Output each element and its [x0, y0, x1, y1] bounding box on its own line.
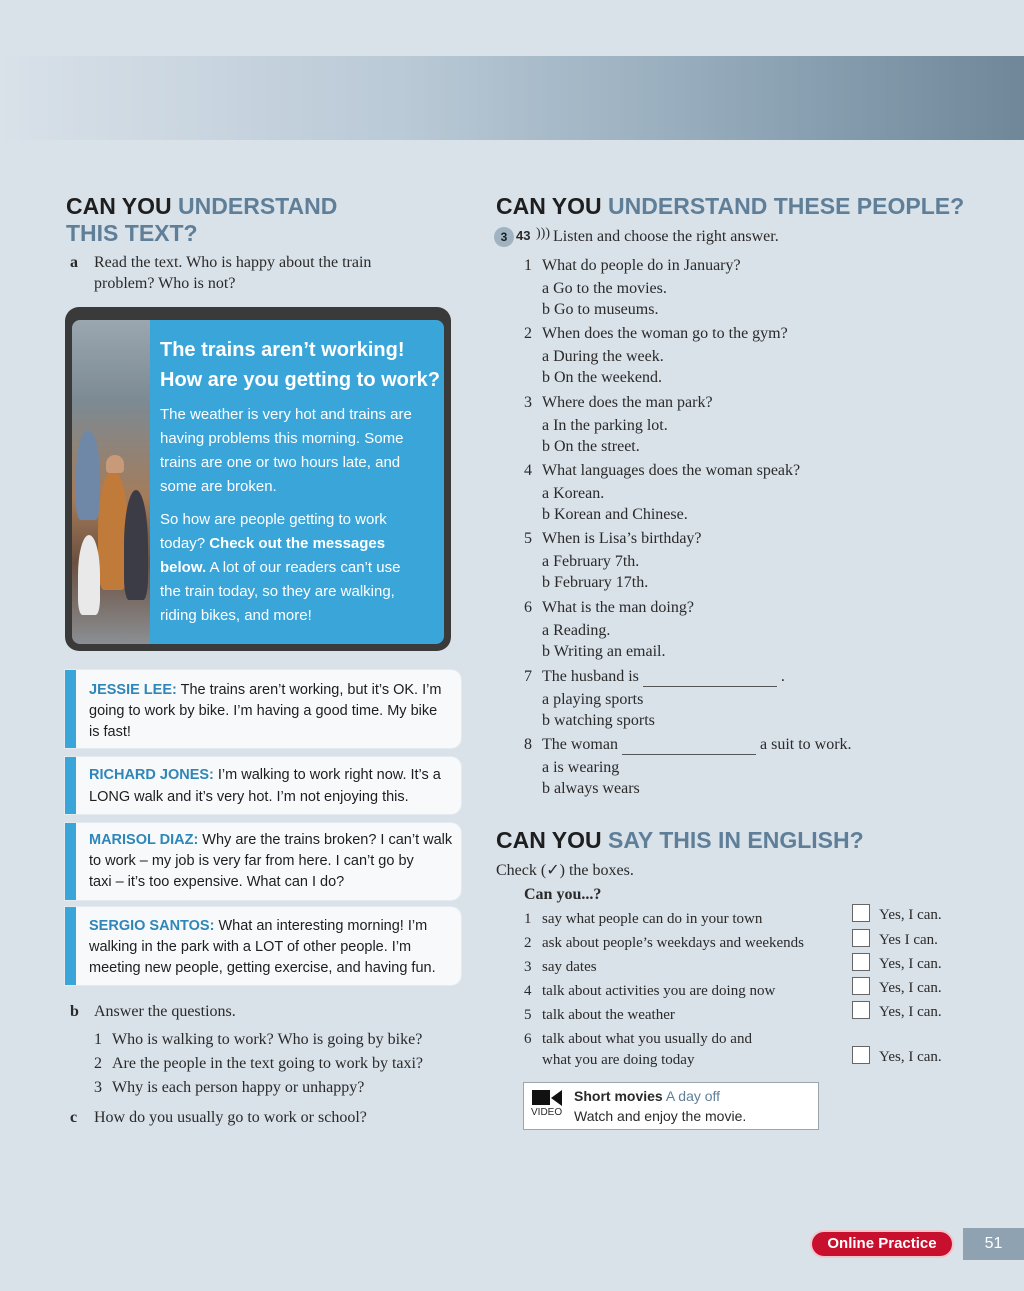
- task-b-q-num: 1: [94, 1031, 102, 1048]
- can-do-number: 5: [524, 1007, 532, 1023]
- question-text: The husband is .: [542, 668, 785, 685]
- answer-option-b[interactable]: b watching sports: [542, 712, 655, 729]
- question-text: Where does the man park?: [542, 394, 713, 411]
- video-camera-icon: [532, 1089, 562, 1107]
- page-number: 51: [963, 1228, 1024, 1260]
- check-instruction: Check (✓) the boxes.: [496, 862, 634, 879]
- video-label: VIDEO: [531, 1107, 563, 1118]
- task-b-q-num: 3: [94, 1079, 102, 1096]
- answer-option-a[interactable]: a February 7th.: [542, 553, 640, 570]
- can-do-text: say dates: [542, 959, 597, 975]
- can-you-label: Can you...?: [524, 886, 602, 903]
- question-number: 2: [524, 325, 532, 342]
- video-subtitle: A day off: [665, 1088, 721, 1104]
- can-do-answer: Yes I can.: [879, 932, 938, 948]
- task-a-line1: Read the text. Who is happy about the train: [94, 254, 372, 271]
- message-card: RICHARD JONES: I’m walking to work right now. It’s a LONG walk and it’s very hot. I’m not enjoying this.: [65, 757, 461, 814]
- can-do-text: ask about people’s weekdays and weekends: [542, 935, 805, 951]
- message-bar: [65, 670, 76, 748]
- message-bar: [65, 907, 76, 985]
- task-b-question: Are the people in the text going to work by taxi?: [112, 1055, 424, 1072]
- cd-badge: 3: [494, 227, 514, 247]
- message-bar: [65, 757, 76, 814]
- can-do-checkbox[interactable]: [852, 1001, 870, 1019]
- article-p2-line: the train today, so they are walking,: [160, 583, 395, 600]
- article-p2-line: today? Check out the messages: [160, 535, 386, 552]
- video-text: Watch and enjoy the movie.: [574, 1108, 747, 1124]
- can-do-number: 2: [524, 935, 532, 951]
- speaker-waves-icon: ))): [536, 226, 550, 241]
- question-text: What is the man doing?: [542, 599, 694, 616]
- can-do-answer: Yes, I can.: [879, 980, 942, 996]
- can-do-answer: Yes, I can.: [879, 956, 942, 972]
- can-do-text: talk about what you usually do and: [542, 1031, 752, 1047]
- answer-blank: [622, 738, 756, 755]
- can-do-text: what you are doing today: [542, 1052, 695, 1068]
- right-heading-1: CAN YOU UNDERSTAND THESE PEOPLE?: [496, 193, 965, 219]
- can-do-answer: Yes, I can.: [879, 1004, 942, 1020]
- article-title-2: How are you getting to work?: [160, 369, 441, 391]
- question-number: 4: [524, 462, 532, 479]
- track-number: 43: [516, 228, 531, 243]
- can-do-answer: Yes, I can.: [879, 1049, 942, 1065]
- answer-option-a[interactable]: a playing sports: [542, 691, 644, 708]
- street-photo: [72, 320, 150, 644]
- question-text: What languages does the woman speak?: [542, 462, 801, 479]
- question-text: When is Lisa’s birthday?: [542, 530, 702, 547]
- task-b-letter: b: [70, 1003, 79, 1020]
- answer-option-b[interactable]: b On the weekend.: [542, 369, 662, 386]
- can-do-checkbox[interactable]: [852, 1046, 870, 1064]
- article-p2-line: So how are people getting to work: [160, 511, 387, 528]
- question-number: 1: [524, 257, 532, 274]
- answer-option-b[interactable]: b On the street.: [542, 438, 640, 455]
- answer-option-a[interactable]: a During the week.: [542, 348, 664, 365]
- message-card: SERGIO SANTOS: What an interesting morning! I’m walking in the park with a LOT of other people. I’m meeting new people, getting exercise, and having fun.: [65, 907, 461, 985]
- message-card: JESSIE LEE: The trains aren’t working, but it’s OK. I’m going to work by bike. I’m having a good time. My bike is fast!: [65, 670, 461, 748]
- question-number: 5: [524, 530, 532, 547]
- can-do-checkbox[interactable]: [852, 977, 870, 995]
- answer-option-a[interactable]: a Korean.: [542, 485, 605, 502]
- message-card: MARISOL DIAZ: Why are the trains broken? I can’t walk to work – my job is very far from here. I can’t go by taxi – it’s too expensive. What can I do?: [65, 823, 461, 900]
- video-title: Short movies: [574, 1088, 663, 1104]
- can-do-number: 4: [524, 983, 532, 999]
- answer-blank: [643, 670, 777, 687]
- answer-option-b[interactable]: b Go to museums.: [542, 301, 659, 318]
- article-title-1: The trains aren’t working!: [160, 339, 405, 361]
- can-do-checkbox[interactable]: [852, 953, 870, 971]
- can-do-checkbox[interactable]: [852, 929, 870, 947]
- answer-option-a[interactable]: a is wearing: [542, 759, 620, 776]
- answer-option-b[interactable]: b Writing an email.: [542, 643, 666, 660]
- article-p2-line: riding bikes, and more!: [160, 607, 312, 624]
- answer-option-a[interactable]: a In the parking lot.: [542, 417, 668, 434]
- can-do-checkbox[interactable]: [852, 904, 870, 922]
- can-do-number: 3: [524, 959, 532, 975]
- can-do-number: 6: [524, 1031, 532, 1047]
- listening-instruction: Listen and choose the right answer.: [553, 228, 779, 245]
- left-heading: CAN YOU UNDERSTAND THIS TEXT?: [66, 193, 338, 246]
- answer-option-b[interactable]: b Korean and Chinese.: [542, 506, 688, 523]
- question-number: 8: [524, 736, 532, 753]
- article-p2-line: below. A lot of our readers can’t use: [160, 559, 401, 576]
- question-text: When does the woman go to the gym?: [542, 325, 788, 342]
- question-text: What do people do in January?: [542, 257, 741, 274]
- can-do-text: talk about the weather: [542, 1007, 675, 1023]
- task-b-text: Answer the questions.: [94, 1003, 236, 1020]
- article-p1-line: The weather is very hot and trains are: [160, 406, 412, 423]
- answer-option-a[interactable]: a Reading.: [542, 622, 611, 639]
- question-number: 6: [524, 599, 532, 616]
- can-do-text: say what people can do in your town: [542, 911, 763, 927]
- task-c-letter: c: [70, 1109, 78, 1126]
- video-box[interactable]: [523, 1082, 819, 1130]
- can-do-number: 1: [524, 911, 532, 927]
- question-number: 3: [524, 394, 532, 411]
- header-band: [0, 56, 1024, 140]
- online-practice-button[interactable]: Online Practice: [812, 1232, 952, 1256]
- answer-option-a[interactable]: a Go to the movies.: [542, 280, 667, 297]
- article-p1-line: some are broken.: [160, 478, 277, 495]
- task-c-text: How do you usually go to work or school?: [94, 1109, 367, 1126]
- right-heading-2: CAN YOU SAY THIS IN ENGLISH?: [496, 827, 864, 853]
- message-bar: [65, 823, 76, 900]
- task-b-question: Why is each person happy or unhappy?: [112, 1079, 365, 1096]
- article-p1-line: trains are one or two hours late, and: [160, 454, 401, 471]
- task-a-letter: a: [70, 254, 78, 271]
- can-do-answer: Yes, I can.: [879, 907, 942, 923]
- answer-option-b[interactable]: b February 17th.: [542, 574, 649, 591]
- can-do-text: talk about activities you are doing now: [542, 983, 776, 999]
- question-text: The woman a suit to work.: [542, 736, 852, 753]
- answer-option-b[interactable]: b always wears: [542, 780, 640, 797]
- task-b-question: Who is walking to work? Who is going by bike?: [112, 1031, 423, 1048]
- task-a-line2: problem? Who is not?: [94, 275, 236, 292]
- article-p1-line: having problems this morning. Some: [160, 430, 404, 447]
- question-number: 7: [524, 668, 532, 685]
- task-b-q-num: 2: [94, 1055, 102, 1072]
